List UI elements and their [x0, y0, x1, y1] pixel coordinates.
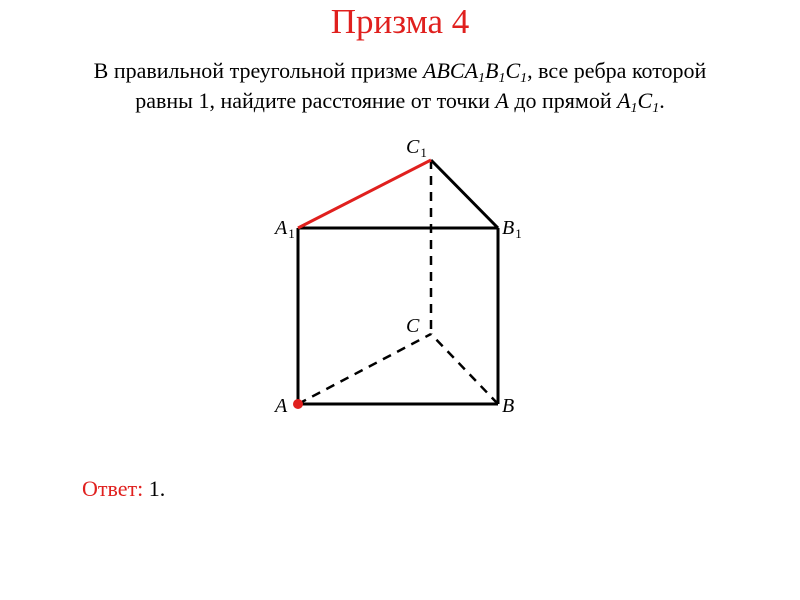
label-C: C [406, 315, 420, 337]
label-B: B [502, 395, 515, 417]
problem-text-4: до прямой [508, 88, 618, 113]
line-name: $A_1C_1$ [617, 88, 660, 116]
answer-value: 1. [143, 476, 166, 501]
page-title: Призма 4 [330, 2, 470, 41]
answer [82, 476, 165, 502]
prism-name: $ABCA_1B_1C_1$ [423, 58, 528, 86]
label-B1: $B_1$ [502, 217, 522, 241]
label-A: A [275, 395, 288, 417]
edge-BC-hidden [431, 334, 498, 404]
problem-text-3: равны 1, найдите расстояние от точки [135, 88, 496, 113]
problem-text-1: В правильной треугольной призме [93, 58, 424, 83]
edge-B1C1 [431, 160, 498, 228]
edge-AC-hidden [298, 334, 431, 404]
point-name: A [495, 88, 509, 113]
label-A1: $A_1$ [275, 217, 295, 241]
answer-label: Ответ: [82, 476, 144, 501]
problem-text-2: , все ребра которой [527, 58, 707, 83]
highlight-line-A1C1 [298, 160, 431, 228]
problem-text-5: . [659, 88, 665, 113]
point-A-marker [293, 399, 303, 409]
label-C1: $C_1$ [406, 136, 427, 160]
